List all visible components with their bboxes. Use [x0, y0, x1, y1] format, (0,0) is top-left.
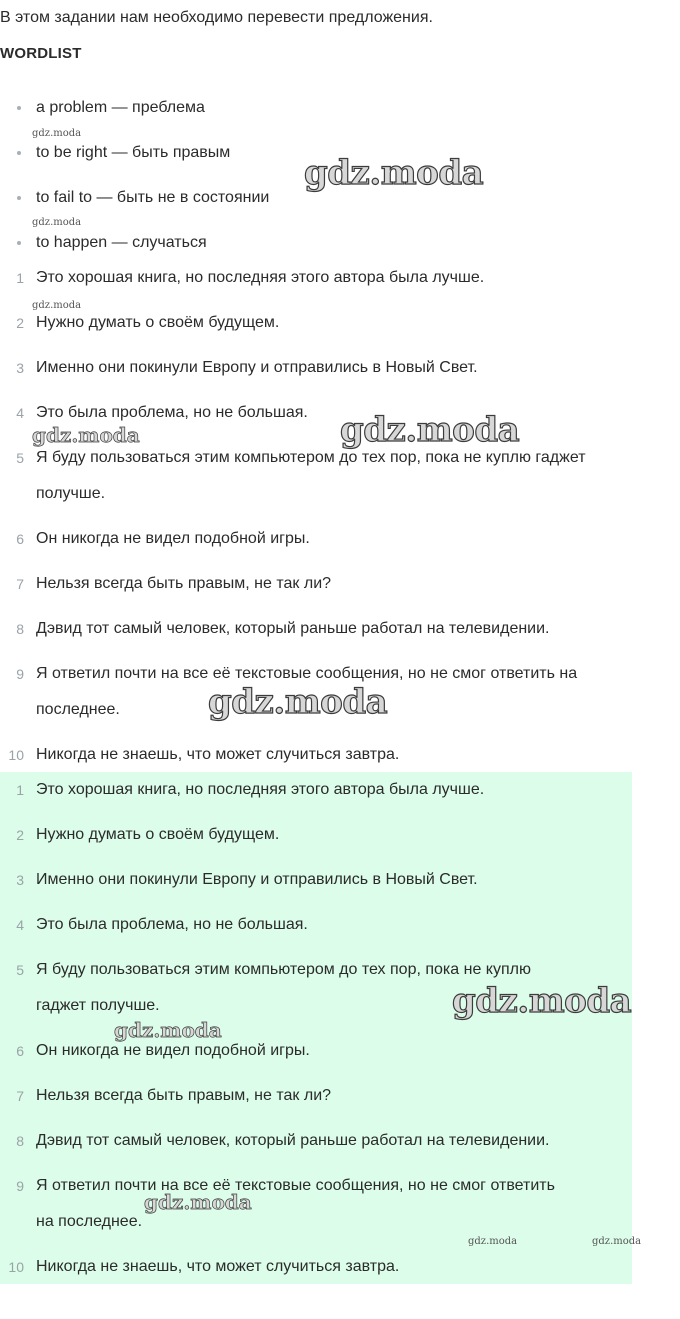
task-number: 1 [16, 270, 24, 286]
task-number: 10 [8, 747, 24, 763]
task-text: Он никогда не видел подобной игры. [36, 530, 310, 547]
task-number: 5 [16, 450, 24, 466]
task-number: 6 [16, 531, 24, 547]
task-text: Нельзя всегда быть правым, не так ли? [36, 575, 332, 592]
watermark: gdz.moda [592, 1236, 642, 1247]
task-number: 7 [16, 576, 24, 592]
solution-box [0, 772, 632, 1284]
task-text: Нужно думать о своём будущем. [36, 314, 280, 331]
bullet-icon [17, 106, 21, 110]
solution-number: 3 [16, 872, 24, 888]
solution-text: Нельзя всегда быть правым, не так ли? [36, 1087, 332, 1104]
solution-number: 5 [16, 962, 24, 978]
solution-text-line1: Я ответил почти на все её текстовые сообщения, но не смог ответить [36, 1177, 555, 1194]
solution-text: Это хорошая книга, но последняя этого автора была лучше. [36, 781, 485, 798]
task-number: 4 [16, 405, 24, 421]
task-number: 8 [16, 621, 24, 637]
wordlist-item-text: to be right — быть правым [36, 144, 231, 161]
solution-text-line2: на последнее. [36, 1213, 143, 1230]
solution-number: 4 [16, 917, 24, 933]
wordlist-item-text: to fail to — быть не в состоянии [36, 189, 270, 206]
watermark: gdz.moda [32, 423, 140, 447]
watermark: gdz.moda [32, 128, 82, 139]
wordlist-heading: WORDLIST [0, 45, 82, 62]
wordlist-item-text: to happen — случаться [36, 234, 207, 251]
bullet-icon [17, 241, 21, 245]
solution-text-line1: Я буду пользоваться этим компьютером до тех пор, пока не куплю [36, 961, 531, 978]
watermark: gdz.moda [114, 1018, 222, 1042]
solution-text: Нужно думать о своём будущем. [36, 826, 280, 843]
watermark: gdz.moda [144, 1190, 252, 1214]
wordlist-item-text: a problem — преблема [36, 99, 205, 116]
solution-number: 6 [16, 1043, 24, 1059]
wordlist-item [0, 96, 640, 120]
intro-text: В этом задании нам необходимо перевести предложения. [0, 9, 433, 26]
solution-text: Это была проблема, но не большая. [36, 916, 308, 933]
wordlist-item [0, 231, 640, 255]
task-text: Именно они покинули Европу и отправились в Новый Свет. [36, 359, 478, 376]
solution-number: 7 [16, 1088, 24, 1104]
watermark: gdz.moda [32, 300, 82, 311]
task-text-line1: Я ответил почти на все её текстовые сообщения, но не смог ответить на [36, 665, 578, 682]
task-text-line2: последнее. [36, 701, 120, 718]
task-text: Дэвид тот самый человек, который раньше работал на телевидении. [36, 620, 550, 637]
solution-number: 9 [16, 1178, 24, 1194]
task-text-line1: Я буду пользоваться этим компьютером до тех пор, пока не куплю гаджет [36, 449, 586, 466]
task-number: 3 [16, 360, 24, 376]
task-text: Никогда не знаешь, что может случиться завтра. [36, 746, 400, 763]
task-number: 9 [16, 666, 24, 682]
solution-text: Никогда не знаешь, что может случиться завтра. [36, 1258, 400, 1275]
bullet-icon [17, 196, 21, 200]
watermark: gdz.moda [340, 410, 520, 450]
solution-text: Он никогда не видел подобной игры. [36, 1042, 310, 1059]
watermark: gdz.moda [468, 1236, 518, 1247]
solution-number: 8 [16, 1133, 24, 1149]
task-number: 2 [16, 315, 24, 331]
solution-text-line2: гаджет получше. [36, 997, 160, 1014]
watermark: gdz.moda [452, 981, 632, 1021]
solution-text: Дэвид тот самый человек, который раньше работал на телевидении. [36, 1132, 550, 1149]
solution-number: 1 [16, 782, 24, 798]
watermark: gdz.moda [208, 682, 388, 722]
task-text: Это была проблема, но не большая. [36, 404, 308, 421]
watermark: gdz.moda [32, 217, 82, 228]
solution-number: 2 [16, 827, 24, 843]
solution-text: Именно они покинули Европу и отправились в Новый Свет. [36, 871, 478, 888]
watermark: gdz.moda [304, 153, 484, 193]
solution-number: 10 [8, 1259, 24, 1275]
bullet-icon [17, 151, 21, 155]
task-text: Это хорошая книга, но последняя этого автора была лучше. [36, 269, 485, 286]
task-text-line2: получше. [36, 485, 106, 502]
